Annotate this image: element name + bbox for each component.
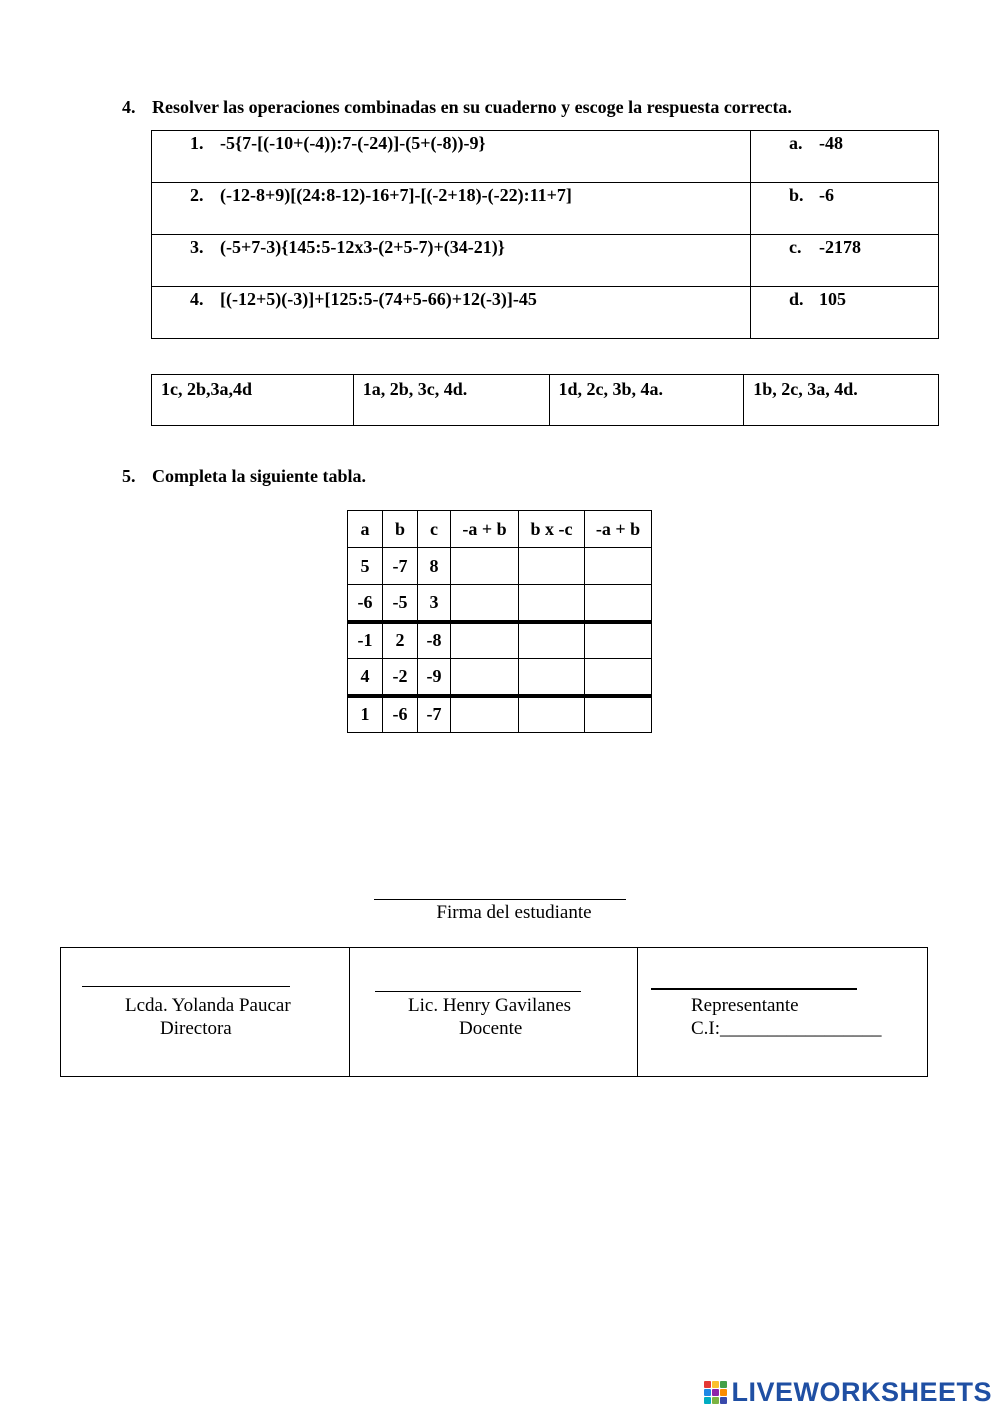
logo-grid-icon [704, 1381, 727, 1404]
logo-square [720, 1397, 727, 1404]
operation-expression: [(-12+5)(-3)]+[125:5-(74+5-66)+12(-3)]-45 [220, 289, 537, 309]
answer-label: d. [789, 289, 804, 309]
operation-row [152, 131, 939, 183]
answer-label: c. [789, 237, 802, 257]
operation-expression: -5{7-[(-10+(-4)):7-(-24)]-(5+(-8))-9} [220, 133, 486, 153]
value-a: 4 [348, 659, 383, 696]
operation-answer-cell [751, 131, 939, 183]
signature-cell-director [61, 948, 350, 1076]
exercise-4-heading [122, 97, 792, 118]
answer-blank[interactable] [519, 548, 585, 585]
table-row [348, 696, 652, 733]
director-name: Lcda. Yolanda Paucar [125, 995, 291, 1016]
operation-answer-cell [751, 287, 939, 339]
director-role: Directora [160, 1018, 232, 1039]
answer-value: -2178 [819, 237, 861, 257]
operation-expression-cell [152, 287, 751, 339]
table-row [348, 622, 652, 659]
logo-square [712, 1389, 719, 1396]
answer-option[interactable]: 1c, 2b,3a,4d [152, 375, 354, 426]
exercise-5-heading [122, 466, 366, 487]
value-c: -9 [418, 659, 451, 696]
answer-blank[interactable] [519, 696, 585, 733]
operation-row [152, 183, 939, 235]
value-a: 5 [348, 548, 383, 585]
value-c: 3 [418, 585, 451, 622]
table-row [348, 548, 652, 585]
answer-blank[interactable] [585, 548, 652, 585]
exercise-4-number: 4. [122, 97, 136, 117]
column-header-b: b [383, 511, 418, 548]
operation-answer-cell [751, 235, 939, 287]
answer-options-table [151, 374, 939, 426]
logo-square [720, 1381, 727, 1388]
answer-blank[interactable] [451, 622, 519, 659]
teacher-name: Lic. Henry Gavilanes [408, 995, 572, 1016]
operation-row [152, 287, 939, 339]
value-a: -6 [348, 585, 383, 622]
column-header-neg-a-plus-b: -a + b [451, 511, 519, 548]
teacher-role: Docente [459, 1018, 523, 1039]
operation-expression: (-12-8+9)[(24:8-12)-16+7]-[(-2+18)-(-22):11+7] [220, 185, 572, 205]
operation-expression-cell [152, 183, 751, 235]
answer-blank[interactable] [585, 585, 652, 622]
table-row [348, 659, 652, 696]
operation-expression-cell [152, 235, 751, 287]
answer-option[interactable]: 1b, 2c, 3a, 4d. [744, 375, 939, 426]
operation-label: 4. [190, 289, 204, 309]
operation-label: 2. [190, 185, 204, 205]
answer-blank[interactable] [451, 548, 519, 585]
value-a: 1 [348, 696, 383, 733]
answer-blank[interactable] [451, 585, 519, 622]
answer-blank[interactable] [451, 659, 519, 696]
answer-blank[interactable] [519, 659, 585, 696]
answer-blank[interactable] [585, 659, 652, 696]
table-row [348, 585, 652, 622]
value-a: -1 [348, 622, 383, 659]
logo-square [720, 1389, 727, 1396]
representative-signature-line [651, 988, 857, 990]
logo-text: LIVEWORKSHEETS [731, 1376, 992, 1407]
operation-answer-cell [751, 183, 939, 235]
value-c: -7 [418, 696, 451, 733]
exercise-5-number: 5. [122, 466, 136, 486]
exercise-4-instruction: Resolver las operaciones combinadas en su cuaderno y escoge la respuesta correcta. [152, 97, 792, 117]
logo-square [704, 1389, 711, 1396]
column-header-neg-a-plus-b-2: -a + b [585, 511, 652, 548]
logo-square [704, 1397, 711, 1404]
value-b: -2 [383, 659, 418, 696]
complete-table [347, 510, 652, 733]
column-header-a: a [348, 511, 383, 548]
student-signature-label: Firma del estudiante [436, 902, 592, 923]
operations-table [151, 130, 939, 339]
answer-value: -6 [819, 185, 834, 205]
answer-value: -48 [819, 133, 843, 153]
answer-blank[interactable] [519, 585, 585, 622]
operation-expression-cell [152, 131, 751, 183]
signature-cell-representative [637, 948, 927, 1076]
column-header-b-times-neg-c: b x -c [519, 511, 585, 548]
teacher-signature-line [375, 991, 581, 992]
value-b: 2 [383, 622, 418, 659]
representative-id-field[interactable]: C.I:_________________ [691, 1018, 882, 1039]
logo-square [704, 1381, 711, 1388]
table-header-row [348, 511, 652, 548]
value-b: -7 [383, 548, 418, 585]
answer-label: a. [789, 133, 803, 153]
value-b: -5 [383, 585, 418, 622]
exercise-5-instruction: Completa la siguiente tabla. [152, 466, 366, 486]
answer-option[interactable]: 1d, 2c, 3b, 4a. [549, 375, 744, 426]
answer-option[interactable]: 1a, 2b, 3c, 4d. [353, 375, 549, 426]
value-c: -8 [418, 622, 451, 659]
operation-row [152, 235, 939, 287]
column-header-c: c [418, 511, 451, 548]
value-b: -6 [383, 696, 418, 733]
value-c: 8 [418, 548, 451, 585]
logo-square [712, 1381, 719, 1388]
liveworksheets-logo [704, 1377, 992, 1407]
signature-table [60, 947, 928, 1077]
answer-blank[interactable] [585, 622, 652, 659]
answer-blank[interactable] [585, 696, 652, 733]
answer-blank[interactable] [451, 696, 519, 733]
signature-cell-teacher [349, 948, 638, 1076]
representative-label: Representante [691, 995, 799, 1016]
operation-label: 1. [190, 133, 204, 153]
operation-expression: (-5+7-3){145:5-12x3-(2+5-7)+(34-21)} [220, 237, 505, 257]
director-signature-line [82, 986, 290, 987]
answer-value: 105 [819, 289, 846, 309]
student-signature-line [374, 899, 626, 900]
answer-label: b. [789, 185, 804, 205]
answer-blank[interactable] [519, 622, 585, 659]
logo-square [712, 1397, 719, 1404]
operation-label: 3. [190, 237, 204, 257]
